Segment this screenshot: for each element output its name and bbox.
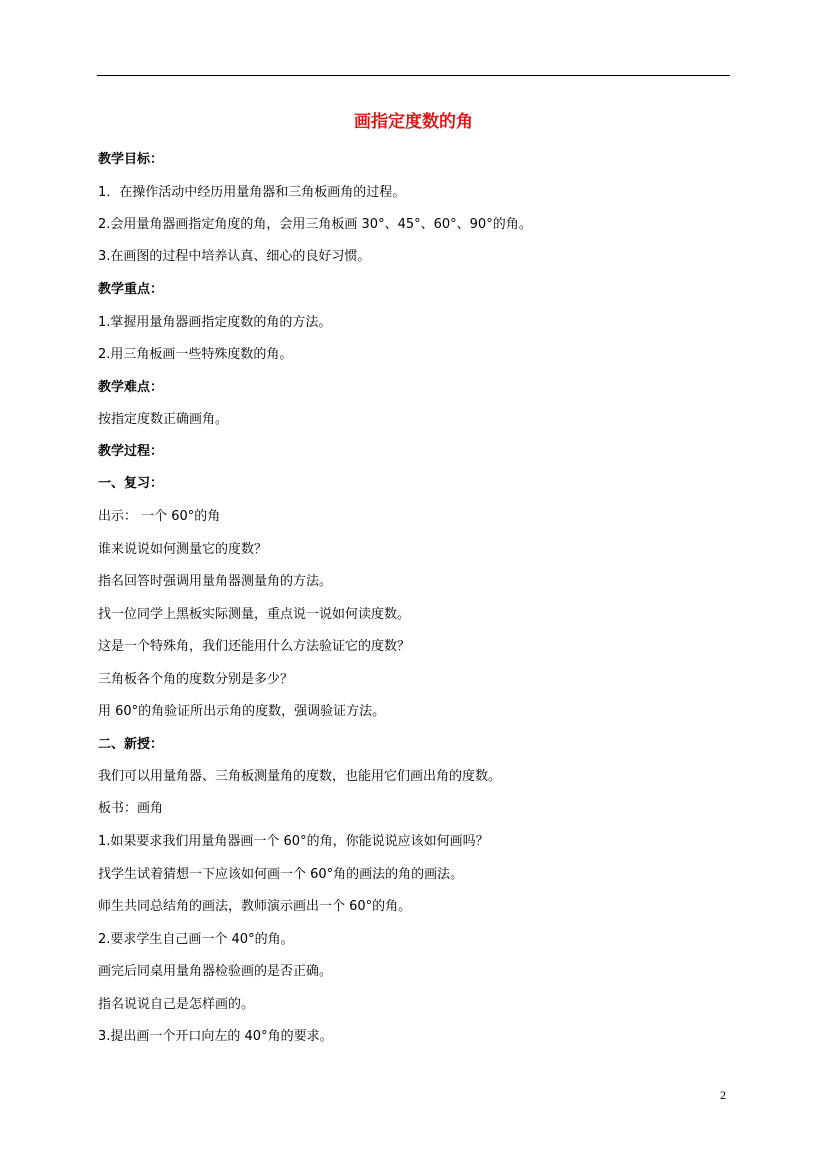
review-line-6: 三角板各个角的度数分别是多少？ [98, 672, 294, 687]
heading-new-lesson: 二、新授： [98, 737, 164, 752]
header-rule [97, 75, 730, 76]
heading-difficulties: 教学难点： [98, 380, 164, 395]
document-title: 画指定度数的角 [354, 112, 473, 132]
page-number: 2 [720, 1088, 726, 1102]
key-point-2: 2.用三角板画一些特殊度数的角。 [98, 347, 293, 362]
review-line-5: 这是一个特殊角，我们还能用什么方法验证它的度数？ [98, 639, 411, 654]
new-lesson-line-1: 我们可以用量角器、三角板测量角的度数，也能用它们画出角的度数。 [98, 769, 502, 784]
heading-review: 一、复习： [98, 476, 164, 491]
heading-key-points: 教学重点： [98, 282, 164, 297]
new-lesson-line-8: 指名说说自己是怎样画的。 [98, 997, 255, 1012]
heading-teaching-process: 教学过程： [98, 444, 164, 459]
new-lesson-line-2: 板书：画角 [98, 801, 164, 816]
new-lesson-line-7: 画完后同桌用量角器检验画的是否正确。 [98, 964, 333, 979]
new-lesson-line-4: 找学生试着猜想一下应该如何画一个 60°角的画法的角的画法。 [98, 867, 464, 882]
goal-1: 1．在操作活动中经历用量角器和三角板画角的过程。 [98, 185, 406, 200]
key-point-1: 1.掌握用量角器画指定度数的角的方法。 [98, 315, 332, 330]
heading-teaching-goals: 教学目标： [98, 152, 164, 167]
goal-2: 2.会用量角器画指定角度的角，会用三角板画 30°、45°、60°、90°的角。 [98, 217, 532, 232]
review-line-2: 谁来说说如何测量它的度数？ [98, 542, 268, 557]
new-lesson-line-9: 3.提出画一个开口向左的 40°角的要求。 [98, 1029, 333, 1044]
review-line-1: 出示： 一个 60°的角 [98, 509, 221, 524]
review-line-3: 指名回答时强调用量角器测量角的方法。 [98, 574, 333, 589]
new-lesson-line-6: 2.要求学生自己画一个 40°的角。 [98, 932, 294, 947]
review-line-7: 用 60°的角验证所出示角的度数，强调验证方法。 [98, 704, 386, 719]
goal-3: 3.在画图的过程中培养认真、细心的良好习惯。 [98, 249, 371, 264]
review-line-4: 找一位同学上黑板实际测量，重点说一说如何读度数。 [98, 607, 411, 622]
new-lesson-line-5: 师生共同总结角的画法，教师演示画出一个 60°的角。 [98, 899, 412, 914]
new-lesson-line-3: 1.如果要求我们用量角器画一个 60°的角，你能说说应该如何画吗？ [98, 834, 489, 849]
difficulty-1: 按指定度数正确画角。 [98, 412, 229, 427]
